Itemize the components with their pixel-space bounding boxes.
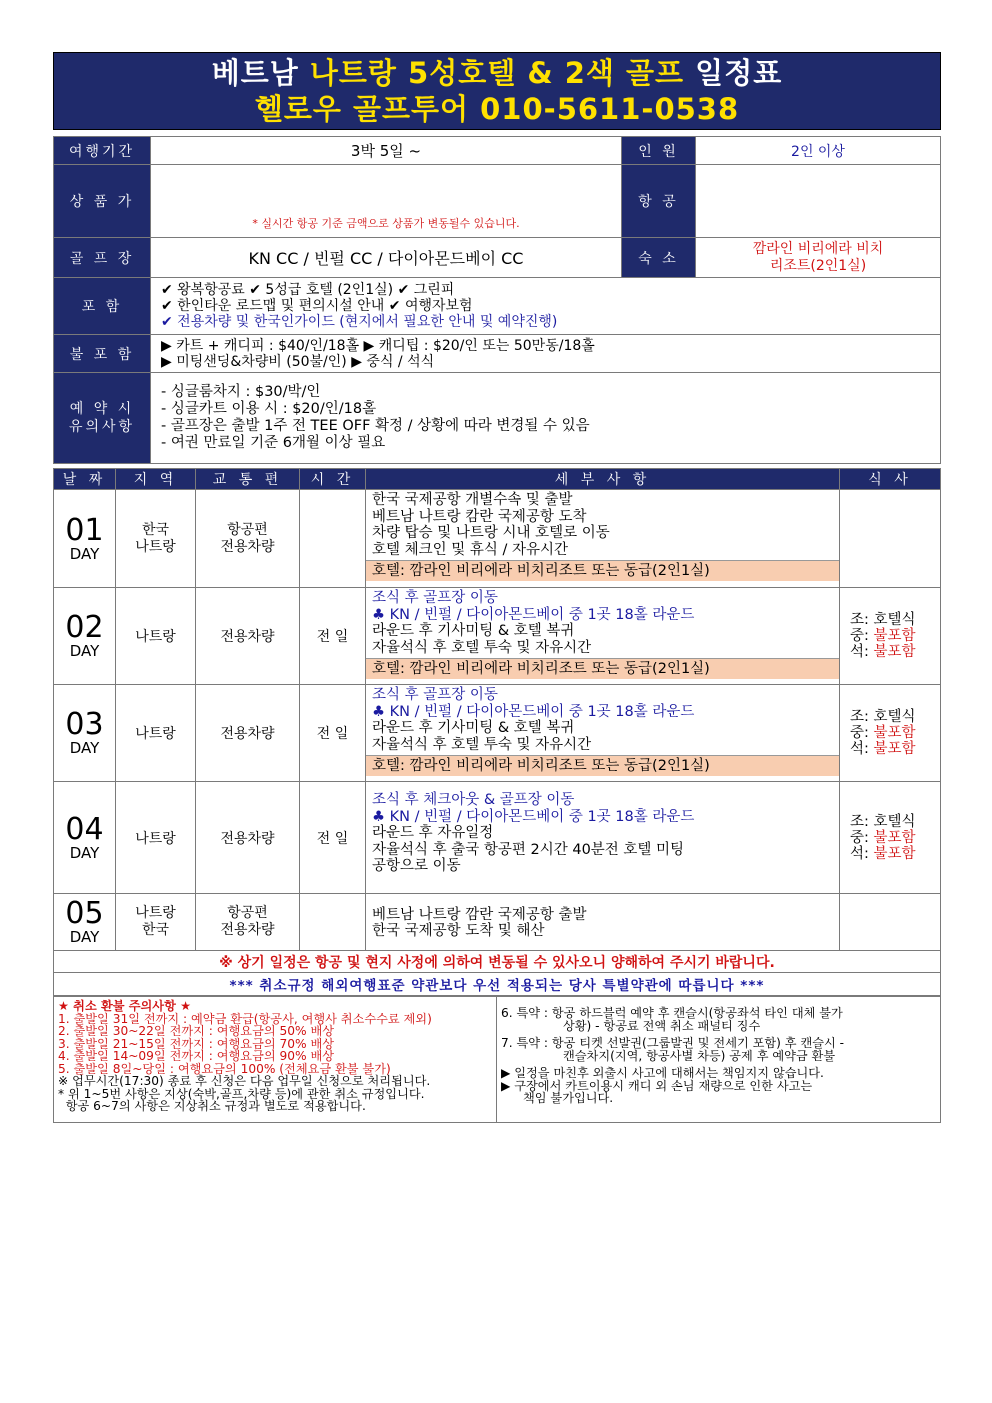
- meal-label: 중:: [850, 829, 874, 846]
- day-details: [366, 894, 840, 951]
- refund-policy-left: [54, 997, 497, 1123]
- transport-line: 항공편: [227, 521, 268, 538]
- day-transport: 전용차량: [196, 588, 300, 685]
- header-transport: 교 통 편: [196, 469, 300, 490]
- price-label: 상 품 가: [54, 165, 151, 238]
- region-line: 한국: [141, 521, 170, 538]
- meal-lunch: [850, 830, 940, 846]
- notice-label: [54, 373, 151, 464]
- day-unit: DAY: [69, 928, 100, 946]
- day-num: 05: [65, 896, 104, 931]
- refund-item: 1. 출발일 31일 전까지 : 예약금 환급(항공사, 여행사 취소수수료 제외): [58, 1011, 432, 1026]
- refund-policy-right: [497, 997, 941, 1123]
- stay-value-line2: 리조트(2인1실): [769, 257, 867, 274]
- day-num: 01: [65, 512, 104, 548]
- price-note: * 실시간 항공 기준 금액으로 상품가 변동될수 있습니다.: [151, 165, 622, 238]
- special-term-cont: 캔슬차지(지역, 항공사별 차등) 공제 후 예약금 환불: [563, 1048, 836, 1063]
- meal-label: 중:: [850, 628, 874, 644]
- notice-item: - 골프장은 출발 1주 전 TEE OFF 확정 / 상황에 따라 변경될 수 있음: [161, 418, 590, 434]
- meal-label: 석:: [850, 845, 874, 862]
- meal-label: 석:: [850, 741, 874, 757]
- refund-item: 4. 출발일 14~09일 전까지 : 여행요금의 90% 배상: [58, 1049, 334, 1063]
- day-transport: [196, 490, 300, 588]
- meal-breakfast: [850, 814, 940, 830]
- day-time: 전 일: [300, 782, 366, 894]
- day-region: 나트랑: [116, 588, 196, 685]
- detail-line: 차량 탑승 및 나트랑 시내 호텔로 이동: [372, 525, 610, 541]
- detail-line: 자율석식 후 호텔 투숙 및 자유시간: [372, 639, 592, 656]
- region-line: 나트랑: [135, 905, 176, 921]
- day-transport: 전용차량: [196, 782, 300, 894]
- excluded-list: [151, 335, 941, 373]
- refund-note: ※ 업무시간(17:30) 종료 후 신청은 다음 업무일 신청으로 처리됩니다.: [58, 1074, 431, 1088]
- day-num: 04: [65, 811, 104, 847]
- cancellation-terms-notice: *** 취소규정 해외여행표준 약관보다 우선 적용되는 당사 특별약관에 따릅니다 ***: [54, 973, 941, 996]
- meal-label: 석:: [850, 644, 874, 660]
- detail-line: 호텔 체크인 및 휴식 / 자유시간: [372, 541, 569, 558]
- period-label: 여행기간: [54, 137, 151, 165]
- header-meals: 식 사: [840, 469, 941, 490]
- schedule-row-day2: [54, 588, 941, 685]
- meal-label: 조:: [850, 709, 874, 725]
- detail-line: 자율석식 후 호텔 투숙 및 자유시간: [372, 736, 592, 753]
- day-details: [366, 490, 840, 588]
- header-time: 시 간: [300, 469, 366, 490]
- meal-dinner: [850, 644, 940, 660]
- detail-line: 라운드 후 기사미팅 & 호텔 복귀: [372, 623, 575, 639]
- day-region: 나트랑: [116, 685, 196, 782]
- meal-value: 불포함: [873, 628, 916, 644]
- day-time: 전 일: [300, 588, 366, 685]
- title-line: [54, 53, 940, 91]
- disclaimer: ▶ 구장에서 카트이용시 캐디 외 손님 재량으로 인한 사고는: [501, 1078, 813, 1093]
- airline-value: [696, 165, 941, 238]
- day-transport: [196, 894, 300, 951]
- meal-label: 중:: [850, 725, 874, 741]
- notice-item: - 싱글룸차지 : $30/박/인: [161, 384, 321, 400]
- day-details: [366, 685, 840, 782]
- day-number: [54, 782, 116, 894]
- meal-breakfast: [850, 612, 940, 628]
- title-prefix: 베트남: [211, 56, 310, 90]
- included-item: ✔ 한인타운 로드맵 및 편의시설 안내 ✔ 여행자보험: [161, 298, 473, 314]
- schedule-change-notice: ※ 상기 일정은 항공 및 현지 사정에 의하여 변동될 수 있사오니 양해하여 주시기 바랍니다.: [54, 951, 941, 973]
- day-number: [54, 588, 116, 685]
- special-term: 7. 특약 : 항공 티켓 선발권(그룹발권 및 전세기 포함) 후 캔슬시 -: [501, 1036, 845, 1050]
- disclaimer-cont: 책임 불가입니다.: [523, 1091, 614, 1105]
- stay-value: [696, 238, 941, 278]
- trip-info-table: [53, 136, 941, 464]
- refund-item: 2. 출발일 30~22일 전까지 : 여행요금의 50% 배상: [58, 1024, 334, 1038]
- meal-value: 불포함: [873, 741, 916, 757]
- excluded-item: ▶ 카트 + 캐디피 : $40/인/18홀 ▶ 캐디팁 : $20/인 또는 50만동/18홀: [161, 337, 595, 354]
- title-suffix: 일정표: [684, 56, 783, 90]
- day-unit: DAY: [69, 642, 100, 660]
- meal-value: 불포함: [873, 829, 916, 846]
- included-item: ✔ 왕복항공료 ✔ 5성급 호텔 (2인1실) ✔ 그린피: [161, 282, 455, 298]
- day-unit: DAY: [69, 739, 100, 757]
- day-details: [366, 588, 840, 685]
- detail-line: 조식 후 체크아웃 & 골프장 이동: [372, 792, 575, 808]
- transport-line: 전용차량: [220, 538, 275, 555]
- agency-contact: 헬로우 골프투어 010-5611-0538: [254, 92, 740, 126]
- people-label: 인 원: [622, 137, 696, 165]
- schedule-row-day5: [54, 894, 941, 951]
- meal-dinner: [850, 846, 940, 862]
- region-line: 한국: [141, 922, 170, 938]
- header-region: 지 역: [116, 469, 196, 490]
- notice-item: - 여권 만료일 기준 6개월 이상 필요: [161, 435, 386, 451]
- included-list: [151, 278, 941, 335]
- meal-label: 조:: [850, 813, 874, 830]
- special-term: 6. 특약 : 항공 하드블럭 예약 후 캔슬시(항공좌석 타인 대체 불가: [501, 1006, 843, 1020]
- excluded-label: 불 포 함: [54, 335, 151, 373]
- meal-dinner: [850, 741, 940, 757]
- day-unit: DAY: [69, 843, 100, 862]
- schedule-row-day1: [54, 490, 941, 588]
- stay-value-line1: 깜라인 비리에라 비치: [752, 240, 884, 257]
- detail-line: 한국 국제공항 개별수속 및 출발: [372, 492, 573, 508]
- day-number: [54, 894, 116, 951]
- notice-label-line1: 예 약 시: [69, 401, 135, 417]
- detail-line: 라운드 후 자유일정: [372, 825, 494, 841]
- day-transport: 전용차량: [196, 685, 300, 782]
- stay-label: 숙 소: [622, 238, 696, 278]
- disclaimer: ▶ 일정을 마친후 외출시 사고에 대해서는 책임지지 않습니다.: [501, 1066, 824, 1080]
- day-region: [116, 490, 196, 588]
- meal-value: 호텔식: [873, 813, 916, 830]
- itinerary-document: [53, 52, 941, 1123]
- detail-line: 베트남 나트랑 깜란 국제공항 출발: [372, 906, 587, 923]
- region-line: 나트랑: [135, 538, 176, 555]
- title-banner: [53, 52, 941, 130]
- hotel-line: 호텔: 깜라인 비리에라 비치리조트 또는 동급(2인1실): [366, 560, 839, 581]
- meal-value: 불포함: [873, 725, 916, 741]
- day-meals: [840, 588, 941, 685]
- detail-line: 베트남 나트랑 캄란 국제공항 도착: [372, 508, 587, 525]
- included-label: 포 함: [54, 278, 151, 335]
- transport-line: 전용차량: [220, 922, 275, 938]
- refund-item: 5. 출발일 8일~당일 : 여행요금의 100% (전체요금 환불 불가): [58, 1061, 391, 1076]
- hotel-line: 호텔: 깜라인 비리에라 비치리조트 또는 동급(2인1실): [366, 658, 839, 679]
- meal-label: 조:: [850, 612, 874, 628]
- day-region: 나트랑: [116, 782, 196, 894]
- day-unit: DAY: [69, 544, 100, 563]
- meal-value: 호텔식: [873, 612, 916, 628]
- day-time: [300, 490, 366, 588]
- detail-line: ♣ KN / 빈펄 / 다이아몬드베이 중 1곳 18홀 라운드: [372, 606, 695, 623]
- day-time: [300, 894, 366, 951]
- day-details: [366, 782, 840, 894]
- meal-value: 불포함: [873, 845, 916, 862]
- notice-label-line2: 유의사항: [68, 419, 136, 435]
- schedule-row-day3: [54, 685, 941, 782]
- refund-item: 3. 출발일 21~15일 전까지 : 여행요금의 70% 배상: [58, 1036, 334, 1051]
- special-term-cont: 상황) - 항공료 전액 취소 패널티 징수: [563, 1018, 761, 1033]
- airline-label: 항 공: [622, 165, 696, 238]
- schedule-row-day4: [54, 782, 941, 894]
- meal-value: 불포함: [873, 644, 916, 660]
- refund-title: ★ 취소 환불 주의사항 ★: [58, 999, 192, 1013]
- day-meals: [840, 685, 941, 782]
- schedule-table: [53, 468, 941, 996]
- transport-line: 항공편: [227, 905, 268, 921]
- day-meals: [840, 490, 941, 588]
- header-details: 세 부 사 항: [366, 469, 840, 490]
- excluded-item: ▶ 미팅샌딩&차량비 (50불/인) ▶ 중식 / 석식: [161, 353, 435, 370]
- day-num: 02: [65, 610, 104, 645]
- detail-line: ♣ KN / 빈펄 / 다이아몬드베이 중 1곳 18홀 라운드: [372, 703, 695, 720]
- day-meals: [840, 782, 941, 894]
- golf-value: KN CC / 빈펄 CC / 다이아몬드베이 CC: [151, 238, 622, 278]
- detail-line: 조식 후 골프장 이동: [372, 590, 498, 606]
- included-item: ✔ 전용차량 및 한국인가이드 (현지에서 필요한 안내 및 예약진행): [161, 314, 558, 330]
- day-num: 03: [65, 707, 104, 742]
- detail-line: 자율석식 후 출국 항공편 2시간 40분전 호텔 미팅: [372, 841, 685, 858]
- day-number: [54, 685, 116, 782]
- header-date: 날 짜: [54, 469, 116, 490]
- day-time: 전 일: [300, 685, 366, 782]
- meal-value: 호텔식: [873, 709, 916, 725]
- meal-lunch: [850, 628, 940, 644]
- detail-line: 한국 국제공항 도착 및 해산: [372, 923, 545, 939]
- day-region: [116, 894, 196, 951]
- title-highlight: 나트랑 5성호텔 & 2색 골프: [309, 56, 685, 90]
- meal-breakfast: [850, 709, 940, 725]
- notice-item: - 싱글카트 이용 시 : $20/인/18홀: [161, 401, 377, 417]
- day-number: [54, 490, 116, 588]
- refund-note: * 위 1~5번 사항은 지상(숙박,골프,차량 등)에 관한 취소 규정입니다.: [58, 1086, 425, 1101]
- refund-note: 항공 6~7의 사항은 지상취소 규정과 별도로 적용합니다.: [58, 1099, 366, 1113]
- detail-line: 공항으로 이동: [372, 858, 461, 874]
- meal-lunch: [850, 725, 940, 741]
- golf-label: 골 프 장: [54, 238, 151, 278]
- notice-list: [151, 373, 941, 464]
- cancellation-policy: [53, 996, 941, 1123]
- detail-line: ♣ KN / 빈펄 / 다이아몬드베이 중 1곳 18홀 라운드: [372, 808, 695, 825]
- detail-line: 조식 후 골프장 이동: [372, 687, 498, 703]
- hotel-line: 호텔: 깜라인 비리에라 비치리조트 또는 동급(2인1실): [366, 755, 839, 776]
- detail-line: 라운드 후 기사미팅 & 호텔 복귀: [372, 720, 575, 736]
- day-meals: [840, 894, 941, 951]
- people-value: 2인 이상: [696, 137, 941, 165]
- period-value: 3박 5일 ~: [151, 137, 622, 165]
